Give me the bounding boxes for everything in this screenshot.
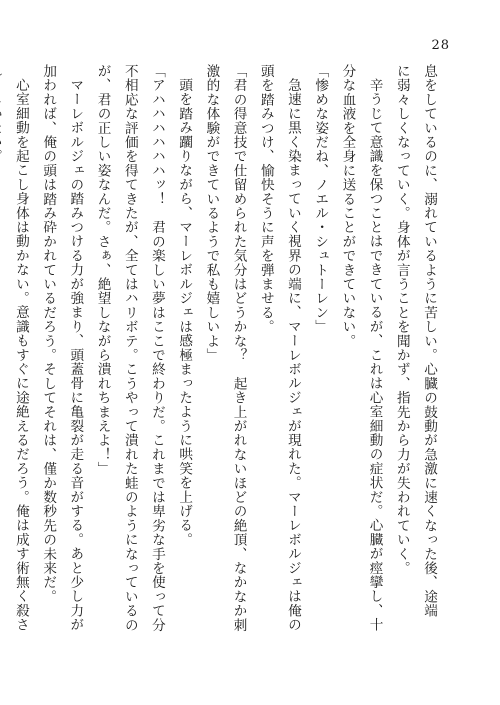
vertical-text-block	[0, 64, 442, 644]
page-number: 28	[431, 38, 450, 53]
text-line: 「君の得意技で仕留められた気分はどうかな？ 起き上がれないほどの絶頂、なかなか刺	[230, 64, 247, 632]
text-line: が、君の正しい姿なんだ。さぁ、絶望しながら潰れちまえよ！」	[94, 64, 111, 476]
text-line: 「惨めな姿だね、ノエル・シュトーレン」	[312, 64, 329, 334]
text-line: 心室細動を起こし身体は動かない。意識もすぐに途絶えるだろう。俺は成す術無く殺さ	[12, 77, 29, 632]
text-line: 「アハハハハハハッ！ 君の楽しい夢はここで終わりだ。これまでは卑劣な手を使って分	[148, 64, 165, 632]
text-line: 頭を踏み躙りながら、マーレボルジェは感極まったように哄笑を上げる。	[176, 77, 193, 547]
text-line: 加われば、俺の頭は踏み砕かれているだろう。そしてそれは、僅か数秒先の未来だ。	[40, 64, 57, 604]
text-line: に弱々しくなっていく。身体が言うことを聞かず、指先から力が失われていく。	[393, 64, 410, 576]
text-line: 激的な体験ができているようで私も嬉しいよ」	[203, 64, 220, 363]
text-line: 不相応な評価を得てきたが、全てはハリボテ。こうやって潰れた蛙のようになっているの	[121, 64, 138, 632]
text-line: 急速に黒く染まっていく視界の端に、マーレボルジェが現れた。マーレボルジェは俺の	[284, 77, 301, 632]
text-line	[0, 64, 7, 644]
text-line: 頭を踏みつけ、愉快そうに声を弾ませる。	[257, 64, 274, 334]
text-line: 辛うじて意識を保つことはできているが、これは心室細動の症状だ。心臓が痙攣し、十	[366, 77, 383, 632]
text-line: マーレボルジェの踏みつける力が強まり、頭蓋骨に亀裂が走る音がする。あと少し力が	[67, 77, 84, 632]
text-line: 分な血液を全身に送ることができていない。	[339, 64, 356, 348]
text-line: 息をしているのに、溺れているように苦しい。心臓の鼓動が急激に速くなった後、途端	[421, 64, 437, 618]
